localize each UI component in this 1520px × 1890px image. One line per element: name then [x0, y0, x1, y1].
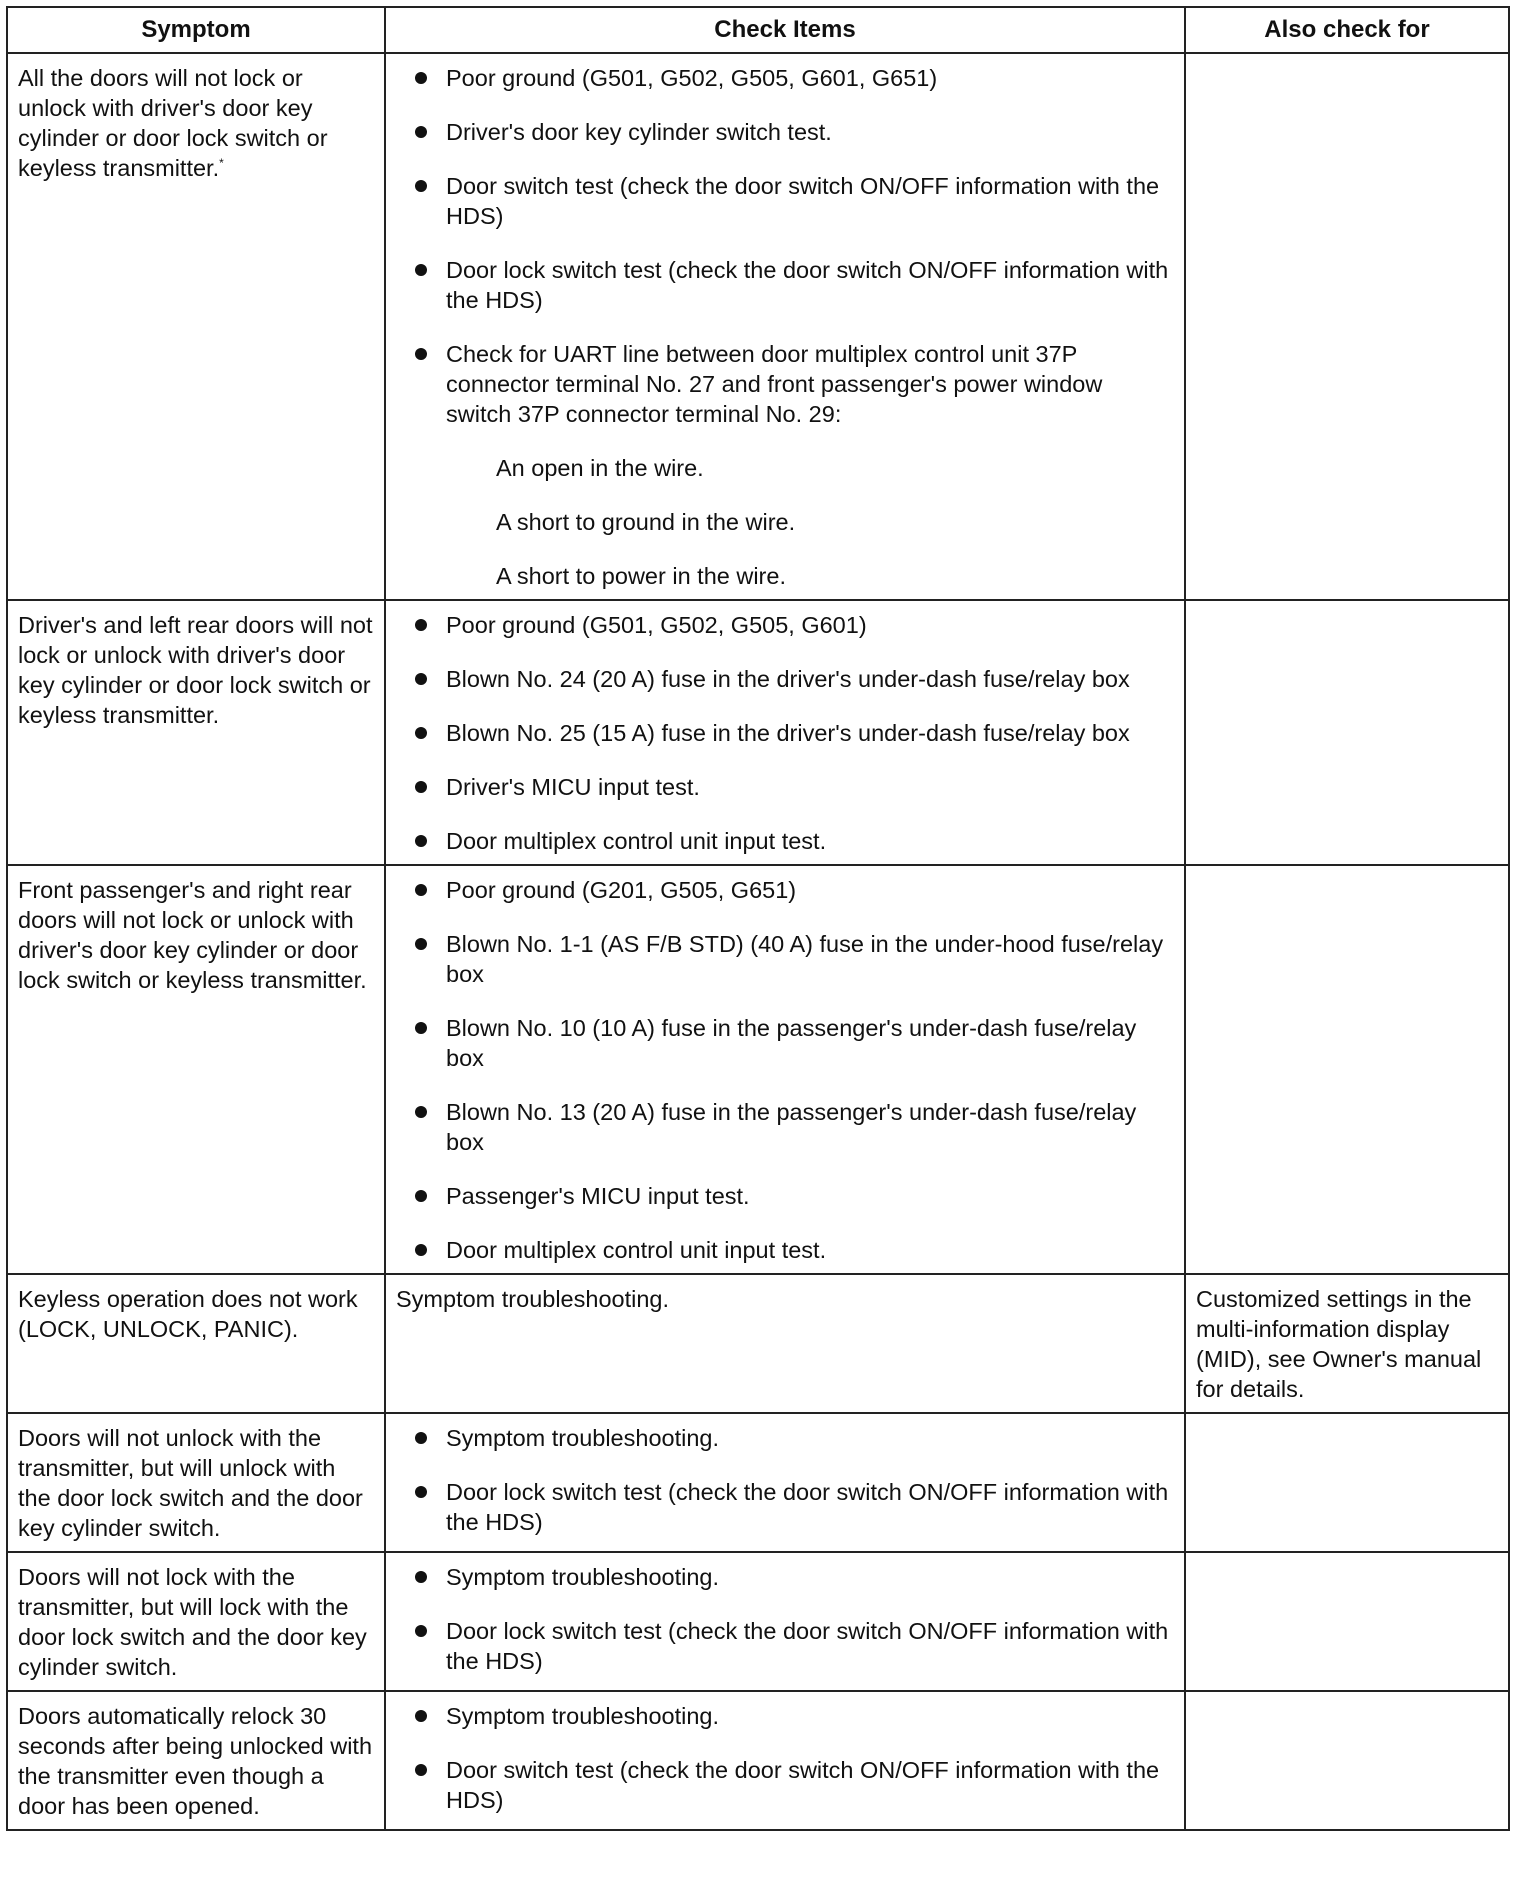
- check-item: Blown No. 24 (20 A) fuse in the driver's under-dash fuse/relay box: [396, 664, 1174, 694]
- also-check-cell: [1185, 1691, 1509, 1830]
- sub-item: An open in the wire.: [496, 455, 704, 481]
- check-item: Door lock switch test (check the door switch ON/OFF information with the HDS): [396, 1616, 1174, 1676]
- bullet-icon: [415, 884, 427, 896]
- bullet-icon: [415, 727, 427, 739]
- check-item: Door multiplex control unit input test.: [396, 826, 1174, 856]
- also-check-cell: [1185, 1552, 1509, 1691]
- header-row: [7, 7, 1509, 53]
- table-row: [7, 53, 1509, 600]
- check-item: Driver's door key cylinder switch test.: [396, 117, 1174, 147]
- check-item: Blown No. 1-1 (AS F/B STD) (40 A) fuse in the under-hood fuse/relay box: [396, 929, 1174, 989]
- bullet-icon: [415, 126, 427, 138]
- symptom-cell: Front passenger's and right rear doors will not lock or unlock with driver's door key cylinder or door lock switch or keyless transmitter.: [7, 865, 385, 1274]
- also-check-cell: [1185, 53, 1509, 600]
- check-item: Door multiplex control unit input test.: [396, 1235, 1174, 1265]
- sub-item: A short to ground in the wire.: [496, 509, 796, 535]
- check-items-cell: [385, 1691, 1185, 1830]
- troubleshooting-table: [6, 6, 1510, 1831]
- check-items-cell: [385, 865, 1185, 1274]
- check-item: Poor ground (G501, G502, G505, G601): [396, 610, 1174, 640]
- check-item: Door lock switch test (check the door switch ON/OFF information with the HDS): [396, 255, 1174, 315]
- check-item: Poor ground (G201, G505, G651): [396, 875, 1174, 905]
- symptom-cell: Keyless operation does not work (LOCK, UNLOCK, PANIC).: [7, 1274, 385, 1413]
- bullet-icon: [415, 1022, 427, 1034]
- table-row: [7, 600, 1509, 865]
- bullet-icon: [415, 835, 427, 847]
- check-item: Blown No. 10 (10 A) fuse in the passenger's under-dash fuse/relay box: [396, 1013, 1174, 1073]
- check-item: Symptom troubleshooting.: [396, 1562, 1174, 1592]
- bullet-icon: [415, 1625, 427, 1637]
- bullet-icon: [415, 1244, 427, 1256]
- bullet-icon: [415, 180, 427, 192]
- sub-item: A short to power in the wire.: [496, 563, 786, 589]
- also-check-cell: [1185, 600, 1509, 865]
- bullet-icon: [415, 1432, 427, 1444]
- symptom-cell: Doors will not lock with the transmitter, but will lock with the door lock switch and the door key cylinder switch.: [7, 1552, 385, 1691]
- bullet-icon: [415, 264, 427, 276]
- table-row: [7, 1413, 1509, 1552]
- check-items-cell: Symptom troubleshooting.: [385, 1274, 1185, 1413]
- bullet-icon: [415, 1710, 427, 1722]
- check-items-cell: [385, 53, 1185, 600]
- bullet-icon: [415, 1106, 427, 1118]
- check-items-cell: [385, 1413, 1185, 1552]
- check-item: Poor ground (G501, G502, G505, G601, G651): [396, 63, 1174, 93]
- check-item: Passenger's MICU input test.: [396, 1181, 1174, 1211]
- bullet-icon: [415, 1764, 427, 1776]
- bullet-icon: [415, 1190, 427, 1202]
- table-row: [7, 865, 1509, 1274]
- table-row: [7, 1274, 1509, 1413]
- bullet-icon: [415, 673, 427, 685]
- check-item: Blown No. 13 (20 A) fuse in the passenger's under-dash fuse/relay box: [396, 1097, 1174, 1157]
- sub-items: [446, 453, 1174, 591]
- header-also-check: Also check for: [1185, 7, 1509, 53]
- table-row: [7, 1691, 1509, 1830]
- check-item: Symptom troubleshooting.: [396, 1701, 1174, 1731]
- symptom-cell: Doors automatically relock 30 seconds after being unlocked with the transmitter even though a door has been opened.: [7, 1691, 385, 1830]
- bullet-icon: [415, 1486, 427, 1498]
- also-check-cell: Customized settings in the multi-information display (MID), see Owner's manual for details.: [1185, 1274, 1509, 1413]
- check-item: Door lock switch test (check the door switch ON/OFF information with the HDS): [396, 1477, 1174, 1537]
- also-check-cell: [1185, 865, 1509, 1274]
- check-items-cell: [385, 1552, 1185, 1691]
- symptom-cell: All the doors will not lock or unlock with driver's door key cylinder or door lock switch or keyless transmitter.*: [7, 53, 385, 600]
- check-items-cell: [385, 600, 1185, 865]
- check-item: Driver's MICU input test.: [396, 772, 1174, 802]
- bullet-icon: [415, 72, 427, 84]
- also-check-cell: [1185, 1413, 1509, 1552]
- check-item: Blown No. 25 (15 A) fuse in the driver's under-dash fuse/relay box: [396, 718, 1174, 748]
- check-item: Door switch test (check the door switch ON/OFF information with the HDS): [396, 171, 1174, 231]
- bullet-icon: [415, 348, 427, 360]
- header-symptom: Symptom: [7, 7, 385, 53]
- bullet-icon: [415, 781, 427, 793]
- check-item: Symptom troubleshooting.: [396, 1423, 1174, 1453]
- bullet-icon: [415, 938, 427, 950]
- bullet-icon: [415, 619, 427, 631]
- table-row: [7, 1552, 1509, 1691]
- footnote-mark: *: [219, 156, 224, 171]
- check-item: Door switch test (check the door switch ON/OFF information with the HDS): [396, 1755, 1174, 1815]
- bullet-icon: [415, 1571, 427, 1583]
- header-check-items: Check Items: [385, 7, 1185, 53]
- check-item: Check for UART line between door multiplex control unit 37P connector terminal No. 27 and front passenger's power window switch 37P connector terminal No. 29: An open in the wire. A short to ground in the wire. A short to power in the wire.: [396, 339, 1174, 591]
- symptom-cell: Driver's and left rear doors will not lock or unlock with driver's door key cylinder or door lock switch or keyless transmitter.: [7, 600, 385, 865]
- symptom-cell: Doors will not unlock with the transmitter, but will unlock with the door lock switch and the door key cylinder switch.: [7, 1413, 385, 1552]
